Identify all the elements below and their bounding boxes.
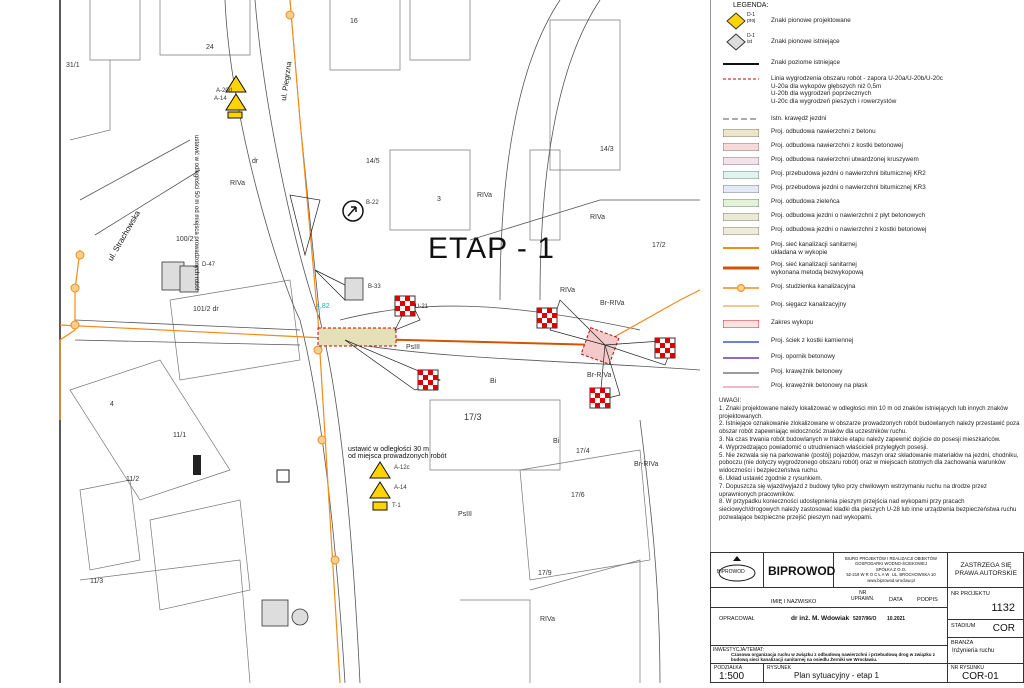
legend-item-paving: Proj. odbudowa nawierzchni z kostki betonowej xyxy=(711,141,1024,153)
street-label-strachowska: ul. Strachowska xyxy=(106,209,143,263)
author-row: OPRACOWAŁ dr inż. M. Wdowiak 5207/96/O 10.2021 xyxy=(710,608,948,646)
street-label-piegrzna: ul. Piegrzna xyxy=(279,60,294,102)
annotation-50m: ustawić w odległości 50 m od miejsca prowadzonych robót xyxy=(193,135,199,291)
parcel-label: Bi xyxy=(553,438,560,445)
legend-item-kerb: Istn. krawędź jezdni xyxy=(711,114,1024,126)
dimension-label: 4,82 xyxy=(316,303,330,310)
fill-swatch-icon xyxy=(723,213,759,221)
sign-label-b22: B-22 xyxy=(366,200,379,206)
orange-line-icon xyxy=(723,245,759,253)
company-logo: BIPROWOD xyxy=(710,552,764,588)
parcel-label: 17/2 xyxy=(652,242,666,249)
legend-item-excav: Zakres wykopu xyxy=(711,318,1024,330)
fill-swatch-icon xyxy=(723,157,759,165)
parcel-label: RIVa xyxy=(477,192,493,199)
parcel-label: 17/4 xyxy=(576,448,590,455)
parcel-label: 3 xyxy=(437,196,441,203)
company-info: BIURO PROJEKTÓW I REALIZACJI OBIEKTÓW GOSPODARKI WODNO-ŚCIEKOWEJ SPÓŁKA Z O.O. 52-219 W R O C Ł A W UL. BROCHOWSKA 10 www.biprowod.wroclaw.pl xyxy=(834,552,948,588)
parcel-label: Bi xyxy=(490,378,497,385)
fill-swatch-icon xyxy=(723,171,759,179)
parcel-label: 17/9 xyxy=(538,570,552,577)
branch-box: BRANŻA Inżynieria ruchu xyxy=(948,638,1024,664)
parcel-label: Br-RIVa xyxy=(634,461,659,468)
note-item: 4. Wyprzedzająco powiadomić o utrudnieniach właścicieli przyległych posesji. xyxy=(719,443,928,451)
parcel-label: Br-RIVa xyxy=(600,300,625,307)
legend-item-green: Proj. odbudowa zieleńca xyxy=(711,197,1024,209)
stage-label: ETAP - 1 xyxy=(428,232,555,265)
legend-item-slab: Proj. odbudowa jezdni o nawierzchni z płyt betonowych xyxy=(711,211,1024,223)
parcel-label: PsIII xyxy=(406,344,421,351)
manhole-icon xyxy=(723,284,759,292)
project-no-box: NR PROJEKTU 1132 xyxy=(948,588,1024,620)
sign-label-a20d: A-20d xyxy=(216,88,233,94)
legend-item-curb: Proj. krawężnik betonowy xyxy=(711,367,1024,379)
parcel-label: 101/2 dr xyxy=(193,306,219,313)
legend-item-manhole: Proj. studzienka kanalizacyjna xyxy=(711,282,1024,294)
parcel-label: 31/1 xyxy=(66,62,80,69)
scale-box: PODZIAŁKA 1:500 xyxy=(710,664,764,683)
solid-line-icon xyxy=(723,61,759,69)
annotation-30m: ustawić w odległości 30 m od miejsca prowadzonych robót xyxy=(348,446,447,460)
diamond-sign-icon xyxy=(725,12,747,30)
parcel-label: RIVa xyxy=(590,214,606,221)
fill-swatch-icon xyxy=(723,227,759,235)
parcel-label: RIVa xyxy=(560,287,576,294)
sign-label-t1: T-1 xyxy=(392,503,401,509)
note-item: 1. Znaki projektowane należy lokalizować w odległości min 10 m od znaków istniejących lub innych znaków projektowanych. xyxy=(719,404,1008,420)
sign-label-a14: A-14 xyxy=(394,485,407,491)
drawing-no-box: NR RYSUNKU COR-01 xyxy=(948,664,1024,683)
fill-swatch-icon xyxy=(723,143,759,151)
parcel-label: 100/2 xyxy=(176,236,194,243)
legend-item-exist-signs: D-1 ist Znaki pionowe istniejące xyxy=(711,33,1024,51)
legend-item-kr3: Proj. przebudowa jezdni o nawierzchni bitumicznej KR3 xyxy=(711,183,1024,195)
grey-line-icon xyxy=(723,369,759,377)
fill-swatch-icon xyxy=(723,199,759,207)
parcel-label: 14/3 xyxy=(600,146,614,153)
notes-title: UWAGI: xyxy=(719,397,742,404)
parcel-label: PsIII xyxy=(458,511,473,518)
blue-line-icon xyxy=(723,338,759,346)
rights-box: ZASTRZEGA SIĘ PRAWA AUTORSKIE xyxy=(948,552,1024,588)
dashed-red-line-icon xyxy=(723,76,759,84)
legend-title: LEGENDA: xyxy=(733,2,769,9)
legend-item-concrete: Proj. odbudowa nawierzchni z betonu xyxy=(711,127,1024,139)
legend-item-proj-signs: D-1 proj Znaki pionowe projektowane xyxy=(711,12,1024,30)
parcel-label: RIVa xyxy=(540,616,556,623)
sign-label-a12c: A-12c xyxy=(394,465,410,471)
legend-item-stone: Proj. ściek z kostki kamiennej xyxy=(711,336,1024,348)
parcel-label: dr xyxy=(252,158,259,165)
drawing-box: RYSUNEK Plan sytuacyjny - etap 1 xyxy=(764,664,948,683)
notes-block xyxy=(719,397,1021,522)
parcel-label: 17/3 xyxy=(464,412,482,422)
legend-item-curb-flat: Proj. krawężnik betonowy na płask xyxy=(711,381,1024,393)
dark-orange-line-icon xyxy=(723,265,759,273)
header-row: IMIĘ I NAZWISKO NR UPRAWN. DATA PODPIS xyxy=(710,588,948,608)
note-item: 2. Istniejące oznakowanie zlokalizowane w obszarze prowadzonych robót budowlanych należy przestawić poza obszar robót zapewniając widoczność znaków dla uczestników ruchu. xyxy=(719,420,1020,436)
legend-item-h-signs: Znaki poziome istniejące xyxy=(711,58,1024,70)
parcel-label: RIVa xyxy=(230,180,246,187)
note-item: 5. Nie zezwala się na parkowanie (postój) pojazdów, maszyn oraz składowanie materiałów na jezdni, chodniku, poboczu (nie dotyczy wygrodzonego obszaru robót) oraz w miejscach istotnych dla zachowania warunków widoczności i bezpieczeństwa ruchu. xyxy=(719,451,1019,475)
legend-item-san-trench: Proj. sieć kanalizacji sanitarnej wykonana metodą bezwykopową xyxy=(711,259,1024,279)
fill-swatch-icon xyxy=(723,185,759,193)
parcel-label: 16 xyxy=(350,18,358,25)
sign-label-b33: B-33 xyxy=(368,284,381,290)
sign-label-u21: U-21 xyxy=(415,304,429,310)
excavation-swatch-icon xyxy=(723,320,759,328)
note-item: 8. W przypadku konieczności udostępnienia pieszym przejścia nad wykopami przy pracach sieciowych/drogowych należy zastosować kładki dla pieszych U-28 lub inne urządzenia bezpieczeństwa ruchu pozwalające bezpieczne przejść pieszym nad wykopami. xyxy=(719,498,1017,521)
stage-box: STADIUM COR xyxy=(948,620,1024,638)
investment-row: INWESTYCJA/TEMAT: Czasowa organizacja ruchu w związku z odbudową nawierzchni i przebudową drog w związku z budową sieci kanalizacji sanitarnej na osiedlu Żerniki we Wrocławiu. xyxy=(710,646,948,664)
legend-item-work-area: Linia wygrodzenia obszaru robót - zapora U-20a/U-20b/U-20c U-20a dla wykopów głębszych niż 0,5m U-20b dla wygrodzeń poprzecznych U-20c dla wygrodzeń pieszych i rowerzystów xyxy=(711,74,1024,112)
parcel-label: 4 xyxy=(110,401,114,408)
legend-item-blocks: Proj. odbudowa jezdni o nawierzchni z kostki betonowej xyxy=(711,225,1024,237)
parcel-label: 11/2 xyxy=(126,476,140,483)
parcel-label: 11/1 xyxy=(173,432,187,439)
note-item: 6. Układ ustawić zgodnie z rysunkiem. xyxy=(719,474,823,482)
parcel-label: 11/3 xyxy=(90,578,104,585)
parcel-label: 14/5 xyxy=(366,158,380,165)
company-title: BIPROWOD xyxy=(764,552,834,588)
parcel-label: 17/6 xyxy=(571,492,585,499)
note-item: 3. Na czas trwania robót budowlanych w trakcie etapu należy zapewnić dojście do posesji mieszkańców. xyxy=(719,435,1001,443)
diamond-sign-icon xyxy=(725,33,747,51)
legend-item-gravel: Proj. odbudowa nawierzchni utwardzonej kruszywem xyxy=(711,155,1024,167)
legend-item-connect: Proj. sięgacz kanalizacyjny xyxy=(711,300,1024,312)
dashed-grey-line-icon xyxy=(723,116,759,124)
orange-line-icon xyxy=(723,302,759,310)
purple-line-icon xyxy=(723,354,759,362)
parcel-label: 24 xyxy=(206,44,214,51)
sign-label-d47: D-47 xyxy=(202,262,216,268)
fill-swatch-icon xyxy=(723,129,759,137)
parcel-label: Br-RIVa xyxy=(587,372,612,379)
sign-label-a14-top: A-14 xyxy=(214,96,227,102)
pink-line-icon xyxy=(723,383,759,391)
legend-item-kr2: Proj. przebudowa jezdni o nawierzchni bitumicznej KR2 xyxy=(711,169,1024,181)
note-item: 7. Dopuszcza się wjazd/wyjazd z budowy tylko przy chwilowym wstrzymaniu ruchu na drodze przez uprawnionych pracowników. xyxy=(719,482,987,498)
legend-item-kerb-conc: Proj. opornik betonowy xyxy=(711,352,1024,364)
legend-item-san-open: Proj. sieć kanalizacji sanitarnej układana w wykopie xyxy=(711,239,1024,259)
